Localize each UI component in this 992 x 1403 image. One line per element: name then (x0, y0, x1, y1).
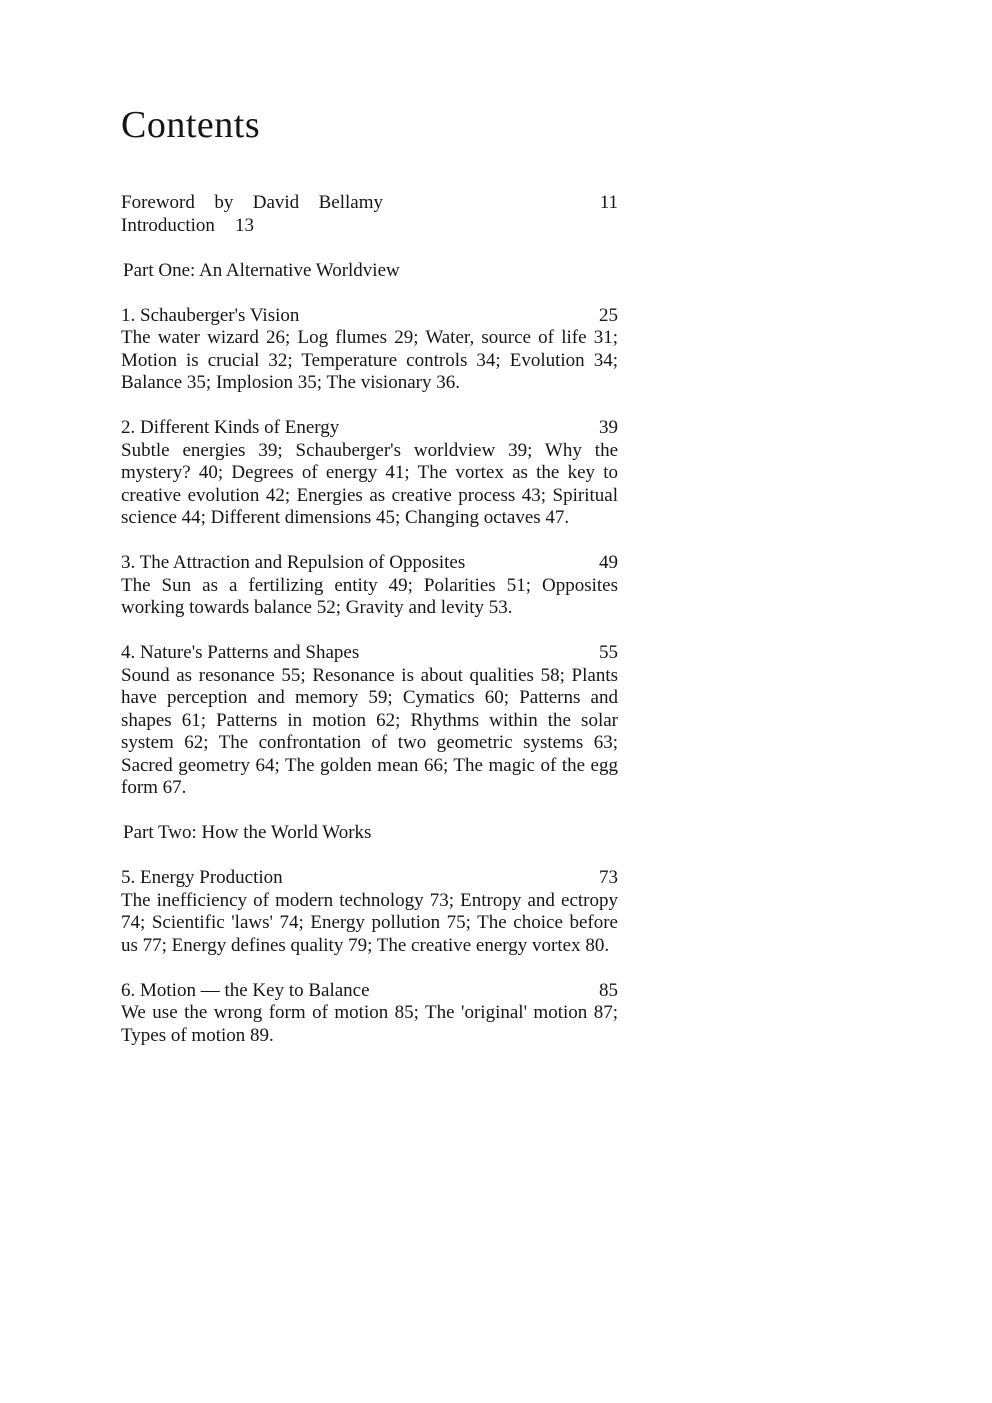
chapter-title: 4. Nature's Patterns and Shapes (121, 642, 360, 663)
chapter-entry (121, 305, 618, 395)
part-heading: Part One: An Alternative Worldview (123, 259, 400, 281)
chapter-page-number: 25 (599, 304, 618, 326)
toc-entry-foreword (121, 192, 618, 215)
chapter-title: 5. Energy Production (121, 867, 283, 888)
chapter-title: 2. Different Kinds of Energy (121, 417, 340, 438)
chapter-summary: We use the wrong form of motion 85; The 'original' motion 87; Types of motion 89. (121, 1002, 618, 1046)
chapter-page-number: 49 (599, 552, 618, 573)
part-two-section (121, 822, 618, 1047)
chapter-page-number: 73 (599, 867, 618, 888)
chapter-page-number: 85 (599, 979, 618, 1001)
toc-entry-introduction (121, 215, 618, 238)
chapter-summary: The Sun as a fertilizing entity 49; Polarities 51; Opposites working towards balance 52; Gravity and levity 53. (121, 574, 618, 618)
part-one-section (121, 260, 618, 800)
chapter-entry (121, 417, 618, 530)
chapter-entry (121, 552, 618, 620)
toc-content-column (121, 0, 618, 1070)
chapter-title: 1. Schauberger's Vision (121, 304, 300, 326)
chapter-page-number: 39 (599, 417, 618, 438)
part-heading: Part Two: How the World Works (123, 822, 372, 843)
page-title: Contents (121, 104, 261, 146)
chapter-heading-line (121, 552, 618, 575)
chapter-entry (121, 642, 618, 800)
toc-entry-label: Foreword by David Bellamy (121, 192, 383, 213)
chapter-heading-line (121, 867, 618, 890)
chapter-summary: The water wizard 26; Log flumes 29; Water, source of life 31; Motion is crucial 32; Temperature controls 34; Evolution 34; Balance 35; Implosion 35; The visionary 36. (121, 327, 618, 393)
chapter-heading-line (121, 980, 618, 1003)
chapter-title: 3. The Attraction and Repulsion of Opposites (121, 552, 466, 573)
chapter-title: 6. Motion — the Key to Balance (121, 979, 370, 1001)
toc-entry-page-number: 13 (234, 214, 254, 236)
chapter-heading-line (121, 642, 618, 665)
chapter-summary: Sound as resonance 55; Resonance is about qualities 58; Plants have perception and memory 59; Cymatics 60; Patterns and shapes 61; Patterns in motion 62; Rhythms within the solar system 62; The confrontation of two geometric systems 63; Sacred geometry 64; The golden mean 66; The magic of the egg form 67. (121, 664, 618, 798)
chapter-entry (121, 867, 618, 957)
chapter-summary: Subtle energies 39; Schauberger's worldview 39; Why the mystery? 40; Degrees of energy 41; The vortex as the key to creative evolution 42; Energies as creative process 43; Spiritual science 44; Different dimensions 45; Changing octaves 47. (121, 439, 618, 528)
toc-entry-label: Introduction (121, 214, 215, 236)
chapter-entry (121, 980, 618, 1048)
chapter-heading-line (121, 305, 618, 328)
chapter-heading-line (121, 417, 618, 440)
front-matter-section (121, 192, 618, 237)
chapter-summary: The inefficiency of modern technology 73; Entropy and ectropy 74; Scientific 'laws' 74; Energy pollution 75; The choice before us 77; Energy defines quality 79; The creative energy vortex 80. (121, 889, 618, 956)
toc-entry-page-number: 11 (599, 192, 618, 213)
chapter-page-number: 55 (599, 642, 618, 663)
